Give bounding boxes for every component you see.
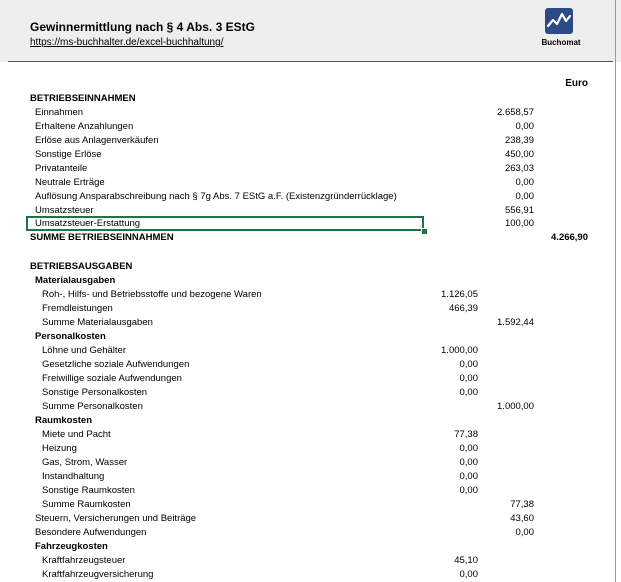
amount-cell: 1.126,05 [441, 289, 478, 300]
table-row[interactable] [0, 162, 615, 176]
table-row[interactable] [0, 190, 615, 204]
amount-cell: 0,00 [459, 387, 478, 398]
row-label: Kraftfahrzeugsteuer [42, 555, 126, 566]
amount-cell: 0,00 [459, 373, 478, 384]
selected-cell[interactable] [26, 216, 424, 231]
row-label: Löhne und Gehälter [42, 345, 126, 356]
table-row[interactable] [0, 568, 615, 582]
table-row[interactable] [0, 442, 615, 456]
table-row[interactable] [0, 498, 615, 512]
table-row[interactable] [0, 554, 615, 568]
table-row[interactable] [0, 540, 615, 554]
row-label: Fahrzeugkosten [35, 541, 108, 552]
row-label: Besondere Aufwendungen [35, 527, 147, 538]
table-row[interactable] [0, 414, 615, 428]
table-row[interactable] [0, 148, 615, 162]
table-row[interactable] [0, 344, 615, 358]
amount-cell: 0,00 [459, 471, 478, 482]
table-row[interactable] [0, 386, 615, 400]
row-label: Erhaltene Anzahlungen [35, 121, 134, 132]
amount-cell: 0,00 [459, 457, 478, 468]
row-label: Privatanteile [35, 163, 88, 174]
amount-cell: 263,03 [504, 163, 534, 174]
amount-cell: 0,00 [515, 527, 534, 538]
row-label: Auflösung Ansparabschreibung nach § 7g Abs. 7 EStG a.F. (Existenzgründerrücklage) [35, 191, 397, 202]
amount-cell: 77,38 [510, 499, 534, 510]
row-label: Roh-, Hilfs- und Betriebsstoffe und bezogene Waren [42, 289, 262, 300]
page-title: Gewinnermittlung nach § 4 Abs. 3 EStG [30, 20, 255, 34]
table-row[interactable] [0, 526, 615, 540]
header-divider [8, 61, 613, 62]
amount-cell: 0,00 [459, 569, 478, 580]
table-row[interactable] [0, 372, 615, 386]
row-label: Freiwillige soziale Aufwendungen [42, 373, 182, 384]
row-label: SUMME BETRIEBSEINNAHMEN [30, 232, 174, 243]
table-row[interactable] [0, 456, 615, 470]
row-label: Summe Personalkosten [42, 401, 143, 412]
row-label: Instandhaltung [42, 471, 105, 482]
row-label: Steuern, Versicherungen und Beiträge [35, 513, 197, 524]
table-row[interactable] [0, 400, 615, 414]
amount-cell: 0,00 [515, 191, 534, 202]
row-label: Neutrale Erträge [35, 177, 105, 188]
table-row[interactable] [0, 176, 615, 190]
amount-cell: 450,00 [504, 149, 534, 160]
row-label: Fremdleistungen [42, 303, 113, 314]
amount-cell: 1.000,00 [441, 345, 478, 356]
table-row[interactable] [0, 302, 615, 316]
table-row[interactable] [0, 428, 615, 442]
row-label: Raumkosten [35, 415, 93, 426]
table-row[interactable] [0, 120, 615, 134]
amount-cell: 100,00 [504, 218, 534, 229]
table-row[interactable] [0, 512, 615, 526]
amount-cell: 43,60 [510, 513, 534, 524]
buchomat-logo [536, 8, 586, 50]
row-label: Materialausgaben [35, 275, 116, 286]
table-row[interactable] [0, 484, 615, 498]
row-label: Personalkosten [35, 331, 106, 342]
row-label: BETRIEBSEINNAHMEN [30, 93, 136, 104]
row-label: Sonstige Personalkosten [42, 387, 148, 398]
amount-cell: 0,00 [459, 359, 478, 370]
amount-cell: 0,00 [515, 121, 534, 132]
table-row[interactable] [0, 274, 615, 288]
amount-cell: 4.266,90 [551, 232, 588, 243]
website-link[interactable]: https://ms-buchhalter.de/excel-buchhaltung/ [30, 37, 224, 48]
logo-text: Buchomat [541, 38, 581, 47]
table-row[interactable] [0, 92, 615, 106]
row-label: Heizung [42, 443, 77, 454]
table-row[interactable] [0, 106, 615, 120]
table-row[interactable] [0, 288, 615, 302]
fill-handle[interactable] [421, 228, 428, 235]
amount-cell: 45,10 [454, 555, 478, 566]
table-row[interactable] [0, 260, 615, 274]
row-label: Umsatzsteuer-Erstattung [35, 218, 141, 229]
amount-cell: 0,00 [459, 443, 478, 454]
amount-cell: 77,38 [454, 429, 478, 440]
amount-cell: 0,00 [515, 177, 534, 188]
amount-cell: 238,39 [504, 135, 534, 146]
table-row[interactable] [0, 231, 615, 245]
row-label: Summe Raumkosten [42, 499, 131, 510]
amount-cell: 556,91 [504, 205, 534, 216]
amount-cell: 466,39 [448, 303, 478, 314]
amount-cell: 1.592,44 [497, 317, 534, 328]
row-label: Einnahmen [35, 107, 84, 118]
row-label: Gesetzliche soziale Aufwendungen [42, 359, 190, 370]
table-row[interactable] [0, 470, 615, 484]
table-row[interactable] [0, 134, 615, 148]
row-label: Sonstige Raumkosten [42, 485, 135, 496]
amount-cell: 0,00 [459, 485, 478, 496]
amount-cell: 2.658,57 [497, 107, 534, 118]
row-label: Erlöse aus Anlagenverkäufen [35, 135, 159, 146]
row-label: Miete und Pacht [42, 429, 111, 440]
currency-column-header: Euro [565, 78, 588, 89]
amount-cell: 1.000,00 [497, 401, 534, 412]
row-label: Sonstige Erlöse [35, 149, 102, 160]
table-row[interactable] [0, 330, 615, 344]
row-label: Umsatzsteuer [35, 205, 94, 216]
table-row[interactable] [0, 316, 615, 330]
row-label: Kraftfahrzeugversicherung [42, 569, 154, 580]
page-right-border [615, 0, 616, 582]
row-label: Summe Materialausgaben [42, 317, 153, 328]
row-label: BETRIEBSAUSGABEN [30, 261, 133, 272]
table-row[interactable] [0, 358, 615, 372]
row-label: Gas, Strom, Wasser [42, 457, 128, 468]
chart-line-icon [545, 8, 573, 34]
